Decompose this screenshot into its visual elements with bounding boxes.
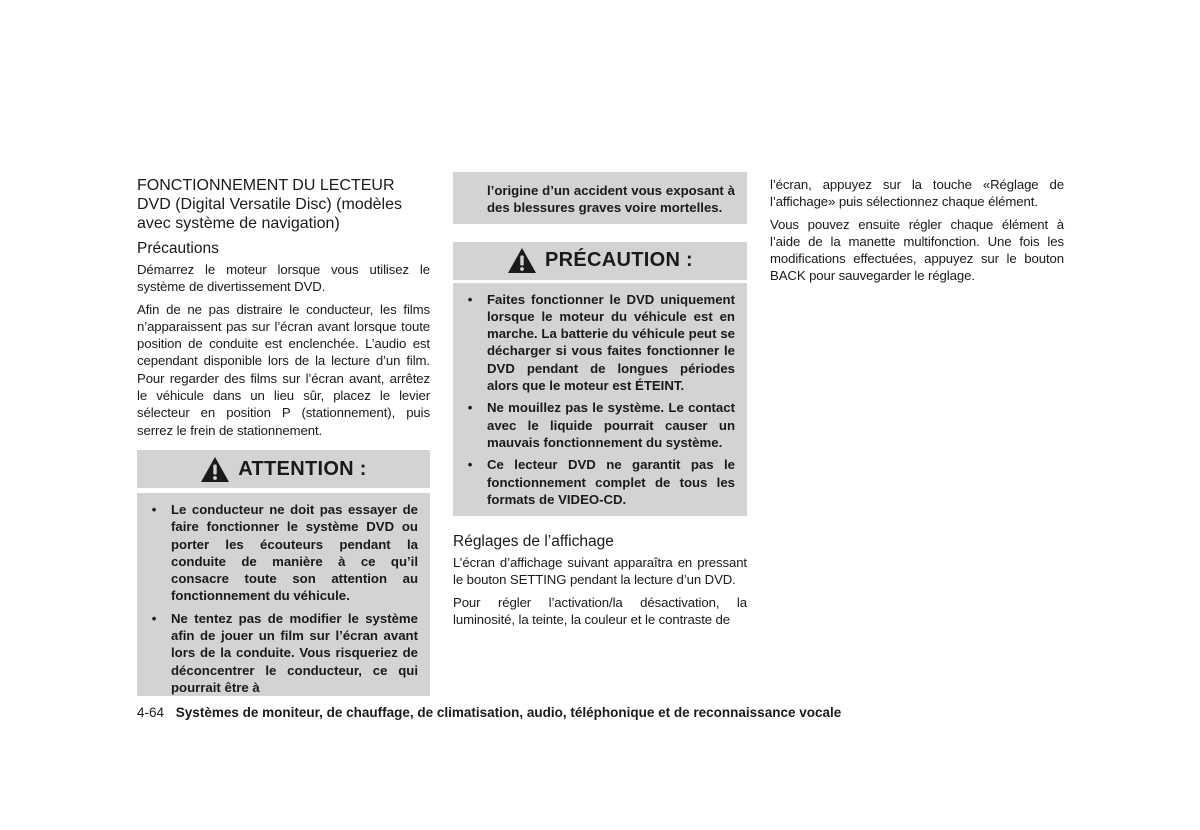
attention-header bbox=[137, 450, 430, 488]
chapter-title: Systèmes de moniteur, de chauffage, de climatisation, audio, téléphonique et de reconnaissance vocale bbox=[175, 705, 842, 720]
bullet: • bbox=[467, 400, 473, 416]
attention-item-text: Ne tentez pas de modifier le système afin de jouer un film sur l’écran avant lors de la conduite. Vous risqueriez de déconcentrer le conducteur, ce qui pourrait être à bbox=[171, 610, 418, 695]
bullet: • bbox=[151, 502, 157, 517]
paragraph: L’écran d’affichage suivant apparaîtra en pressant le bouton SETTING pendant la lecture d’un DVD. bbox=[453, 555, 747, 588]
bullet: • bbox=[467, 291, 473, 307]
section-heading: FONCTIONNEMENT DU LECTEUR DVD (Digital Versatile Disc) (modèles avec système de navigation) bbox=[137, 177, 402, 232]
list-item bbox=[149, 501, 418, 605]
paragraph: Démarrez le moteur lorsque vous utilisez le système de divertissement DVD. bbox=[137, 262, 430, 295]
precautions-subheading: Précautions bbox=[137, 240, 219, 257]
list-item bbox=[149, 610, 418, 696]
list-item bbox=[465, 456, 735, 508]
attention-item-text: Le conducteur ne doit pas essayer de faire fonctionner le système DVD ou porter les écouteurs pendant la conduite de manière à ce qu’il consacre toute son attention au fonctionnement du véhicule. bbox=[171, 502, 418, 604]
warning-triangle-icon bbox=[200, 456, 230, 483]
list-item bbox=[465, 399, 735, 451]
page-footer bbox=[137, 704, 1137, 722]
paragraph: l’écran, appuyez sur la touche «Réglage de l’affichage» puis sélectionnez chaque élément. bbox=[770, 177, 1064, 210]
display-settings-subheading: Réglages de l’affichage bbox=[453, 533, 614, 551]
column-left bbox=[137, 176, 430, 444]
precaution-item-text: Faites fonctionner le DVD uniquement lorsque le moteur du véhicule est en marche. La batterie du véhicule peut se décharger si vous faites fonctionner le DVD pendant de longues périodes alors que le moteur est ÉTEINT. bbox=[487, 291, 735, 394]
precaution-list bbox=[465, 291, 735, 509]
attention-body bbox=[137, 493, 430, 696]
precaution-header bbox=[453, 242, 747, 280]
page-number: 4-64 bbox=[137, 705, 165, 720]
paragraph: Afin de ne pas distraire le conducteur, les films n’apparaissent pas sur l’écran avant lorsque toute position de conduite est enclenchée. L’audio est cependant disponible lors de la lecture d’un film. Pour regarder des films sur l’écran avant, arrêtez le véhicule dans un lieu sûr, placez le levier sélecteur en position P (stationnement), puis serrez le frein de stationnement. bbox=[137, 301, 430, 438]
attention-title: ATTENTION : bbox=[238, 457, 367, 480]
precaution-item-text: Ce lecteur DVD ne garantit pas le fonctionnement complet de tous les formats de VIDEO-CD. bbox=[487, 457, 735, 507]
bullet: • bbox=[151, 610, 157, 626]
paragraph: Pour régler l’activation/la désactivation, la luminosité, la teinte, la couleur et le contraste de bbox=[453, 594, 747, 628]
precaution-body bbox=[453, 283, 747, 517]
precaution-title: PRÉCAUTION : bbox=[544, 249, 694, 272]
attention-continuation: l’origine d’un accident vous exposant à des blessures graves voire mortelles. bbox=[453, 172, 747, 224]
bullet: • bbox=[467, 457, 473, 473]
list-item bbox=[465, 291, 735, 395]
paragraph: Vous pouvez ensuite régler chaque élément à l’aide de la manette multifonction. Une fois les modifications effectuées, appuyez sur le bouton BACK pour sauvegarder le réglage. bbox=[770, 216, 1064, 284]
column-middle bbox=[453, 172, 747, 633]
warning-triangle-icon bbox=[507, 247, 537, 274]
attention-list bbox=[149, 501, 418, 696]
column-right bbox=[770, 176, 1064, 290]
precaution-item-text: Ne mouillez pas le système. Le contact avec le liquide pourrait causer un mauvais fonctionnement du système. bbox=[487, 400, 735, 450]
